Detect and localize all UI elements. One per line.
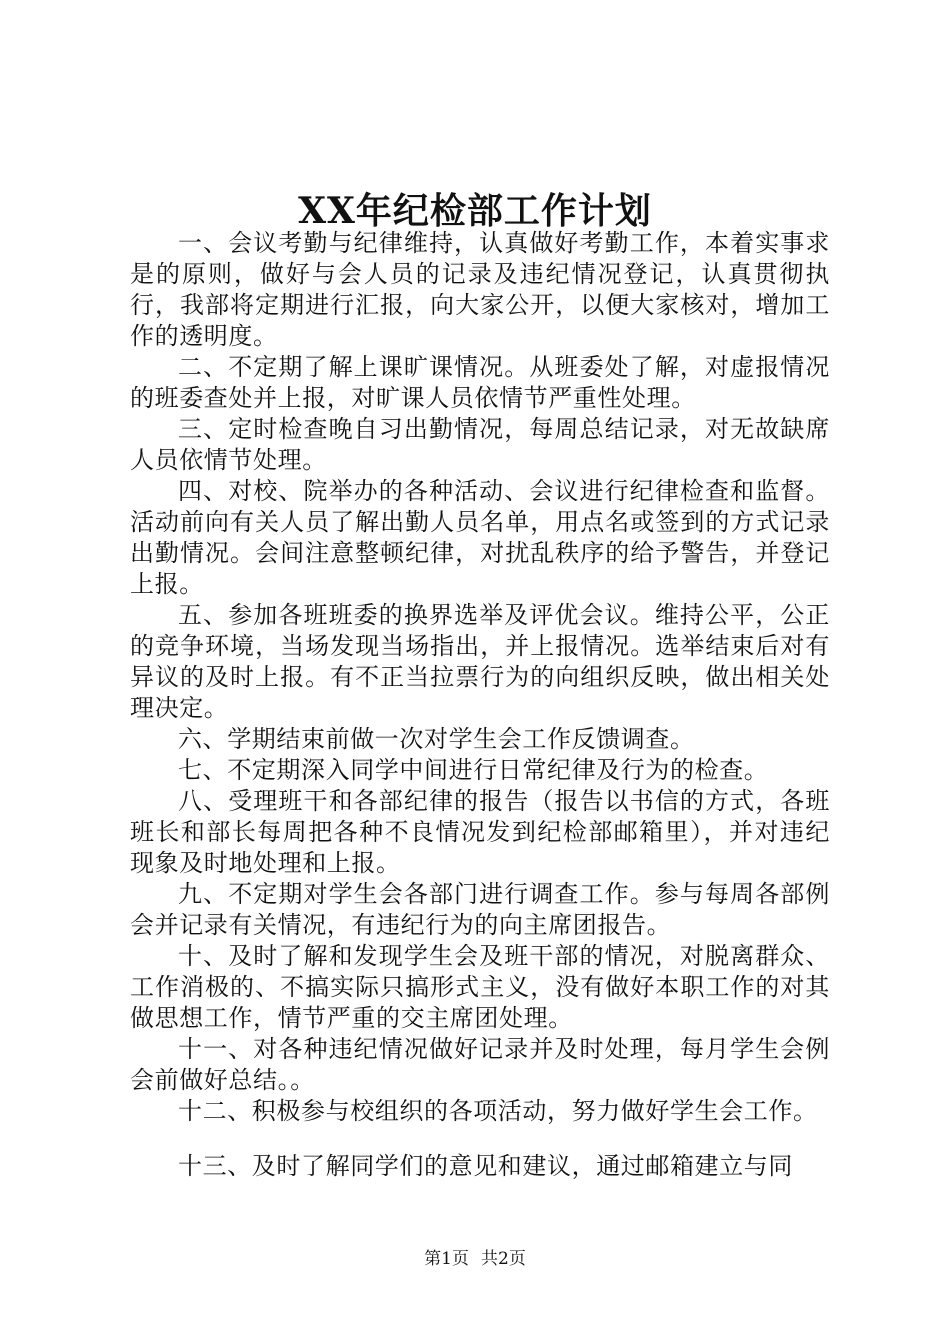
- paragraph-7: 七、不定期深入同学中间进行日常纪律及行为的检查。: [178, 756, 769, 784]
- document-title: XX年纪检部工作计划: [298, 190, 652, 232]
- paragraph-5: 五、参加各班班委的换界选举及评优会议。维持公平，公正的竞争环境，当场发现当场指出，并上报情况。选举结束后对有异议的及时上报。有不正当拉票行为的向组织反映，做出相关处理决定。: [130, 601, 830, 722]
- paragraph-6: 六、学期结束前做一次对学生会工作反馈调查。: [178, 725, 695, 753]
- document-body: [130, 228, 830, 1182]
- paragraph-11: 十一、对各种违纪情况做好记录并及时处理，每月学生会例会前做好总结。。: [130, 1035, 830, 1094]
- paragraph-1: 一、会议考勤与纪律维持，认真做好考勤工作，本着实事求是的原则，做好与会人员的记录及违纪情况登记，认真贯彻执行，我部将定期进行汇报，向大家公开，以便大家核对，增加工作的透明度。: [130, 229, 830, 350]
- paragraph-10: 十、及时了解和发现学生会及班干部的情况，对脱离群众、工作消极的、不搞实际只搞形式主义，没有做好本职工作的对其做思想工作，情节严重的交主席团处理。: [130, 942, 830, 1032]
- paragraph-9: 九、不定期对学生会各部门进行调查工作。参与每周各部例会并记录有关情况，有违纪行为的向主席团报告。: [130, 880, 830, 939]
- page-number: 第1页: [424, 1249, 469, 1269]
- paragraph-8: 八、受理班干和各部纪律的报告（报告以书信的方式，各班班长和部长每周把各种不良情况发到纪检部邮箱里），并对违纪现象及时地处理和上报。: [130, 787, 830, 877]
- page-footer: [0, 1244, 950, 1269]
- paragraph-2: 二、不定期了解上课旷课情况。从班委处了解，对虚报情况的班委查处并上报，对旷课人员依情节严重性处理。: [130, 353, 830, 412]
- paragraph-12: 十二、积极参与校组织的各项活动，努力做好学生会工作。: [178, 1097, 818, 1125]
- paragraph-3: 三、定时检查晚自习出勤情况，每周总结记录，对无故缺席人员依情节处理。: [130, 415, 830, 474]
- page-total: 共2页: [481, 1249, 526, 1269]
- paragraph-4: 四、对校、院举办的各种活动、会议进行纪律检查和监督。活动前向有关人员了解出勤人员名单，用点名或签到的方式记录出勤情况。会间注意整顿纪律，对扰乱秩序的给予警告，并登记上报。: [130, 477, 830, 598]
- paragraph-13: 十三、及时了解同学们的意见和建议，通过邮箱建立与同: [178, 1152, 793, 1180]
